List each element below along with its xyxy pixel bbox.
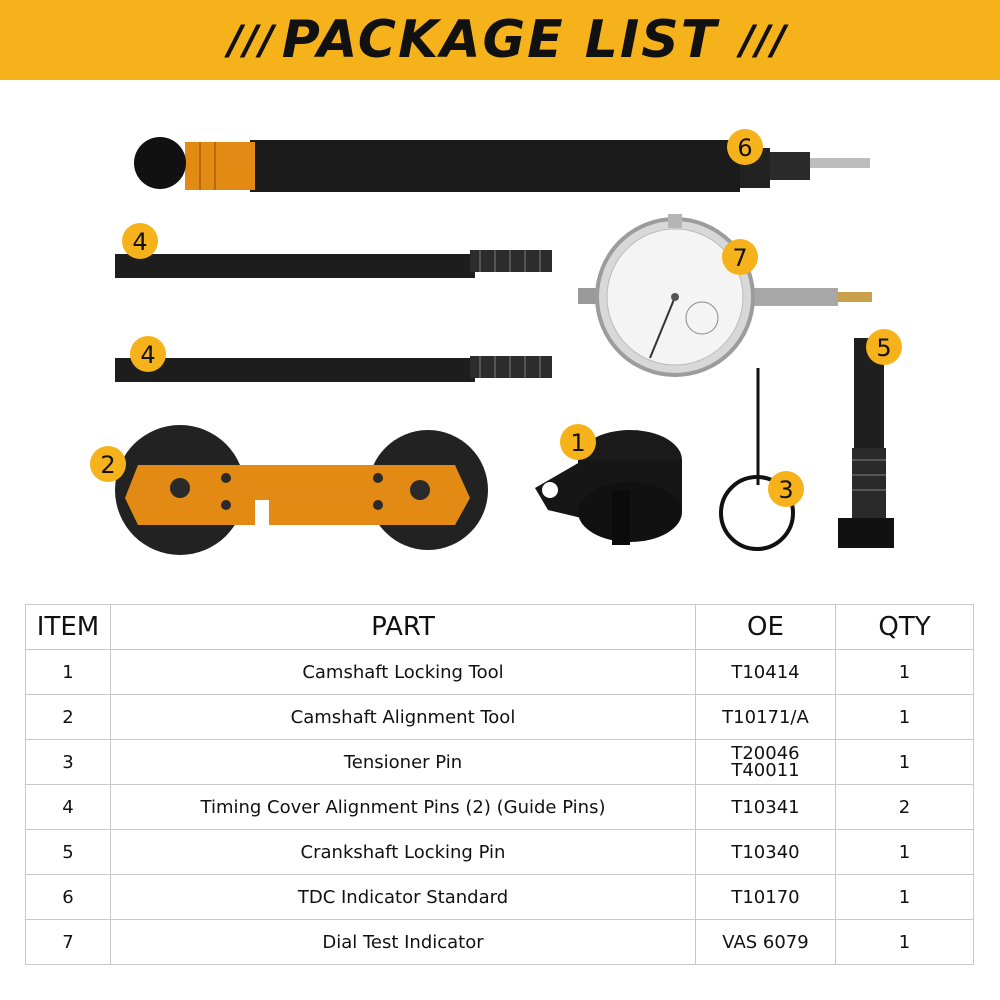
cell-oe	[696, 740, 836, 785]
cell-item: 3	[26, 740, 111, 785]
cell-item: 5	[26, 830, 111, 875]
callout-number: 4	[140, 341, 156, 369]
callout-badge-2	[90, 446, 126, 482]
callout-number: 6	[737, 134, 753, 162]
table-row	[26, 740, 974, 785]
camshaft-alignment-tool-image	[115, 425, 488, 555]
cell-oe: T10340	[696, 830, 836, 875]
callout-number: 2	[100, 451, 116, 479]
callout-badge-5	[866, 329, 902, 365]
table-row	[26, 830, 974, 875]
oe-line-2: T40011	[731, 760, 800, 781]
callout-number: 3	[778, 476, 794, 504]
oe-line-1: T20046	[731, 743, 800, 764]
cell-item: 4	[26, 785, 111, 830]
tensioner-pin-image	[721, 368, 793, 549]
table-row	[26, 785, 974, 830]
package-list-table	[25, 604, 974, 965]
callout-number: 5	[876, 334, 892, 362]
cell-item: 2	[26, 695, 111, 740]
cell-qty: 1	[836, 740, 974, 785]
cell-part: Crankshaft Locking Pin	[111, 830, 696, 875]
cell-qty: 1	[836, 695, 974, 740]
callout-number: 4	[132, 228, 148, 256]
column-header-oe: OE	[696, 605, 836, 650]
callout-badge-1	[560, 424, 596, 460]
cell-item: 7	[26, 920, 111, 965]
cell-part: TDC Indicator Standard	[111, 875, 696, 920]
cell-oe: T10341	[696, 785, 836, 830]
cell-oe: T10170	[696, 875, 836, 920]
crankshaft-locking-pin-image	[838, 338, 894, 548]
cell-qty: 1	[836, 650, 974, 695]
cell-item: 6	[26, 875, 111, 920]
cell-part: Camshaft Alignment Tool	[111, 695, 696, 740]
callout-badge-3	[768, 471, 804, 507]
decorative-bars-left: ///	[228, 18, 275, 64]
cell-part: Timing Cover Alignment Pins (2) (Guide Pins)	[111, 785, 696, 830]
alignment-pin-image	[115, 356, 552, 382]
page-title: PACKAGE LIST	[281, 10, 719, 70]
cell-oe: T10414	[696, 650, 836, 695]
cell-oe: T10171/A	[696, 695, 836, 740]
decorative-bars-right: ///	[740, 18, 787, 64]
column-header-part: PART	[111, 605, 696, 650]
cell-part: Dial Test Indicator	[111, 920, 696, 965]
callout-badge-4	[122, 223, 158, 259]
cell-part: Camshaft Locking Tool	[111, 650, 696, 695]
callout-badge-7	[722, 239, 758, 275]
cell-oe: VAS 6079	[696, 920, 836, 965]
alignment-pin-image	[115, 250, 552, 278]
column-header-qty: QTY	[836, 605, 974, 650]
tools-illustration	[0, 80, 1000, 600]
table-row	[26, 875, 974, 920]
cell-qty: 1	[836, 920, 974, 965]
callout-badge-4	[130, 336, 166, 372]
cell-qty: 1	[836, 875, 974, 920]
table-row	[26, 650, 974, 695]
camshaft-locking-tool-image	[535, 430, 682, 545]
callout-number: 1	[570, 429, 586, 457]
cell-qty: 2	[836, 785, 974, 830]
dial-test-indicator-image	[578, 214, 872, 375]
cell-part: Tensioner Pin	[111, 740, 696, 785]
callout-number: 7	[732, 244, 748, 272]
table-row	[26, 695, 974, 740]
table-row	[26, 920, 974, 965]
cell-qty: 1	[836, 830, 974, 875]
callout-badge-6	[727, 129, 763, 165]
table-header-row	[26, 605, 974, 650]
cell-item: 1	[26, 650, 111, 695]
column-header-item: ITEM	[26, 605, 111, 650]
